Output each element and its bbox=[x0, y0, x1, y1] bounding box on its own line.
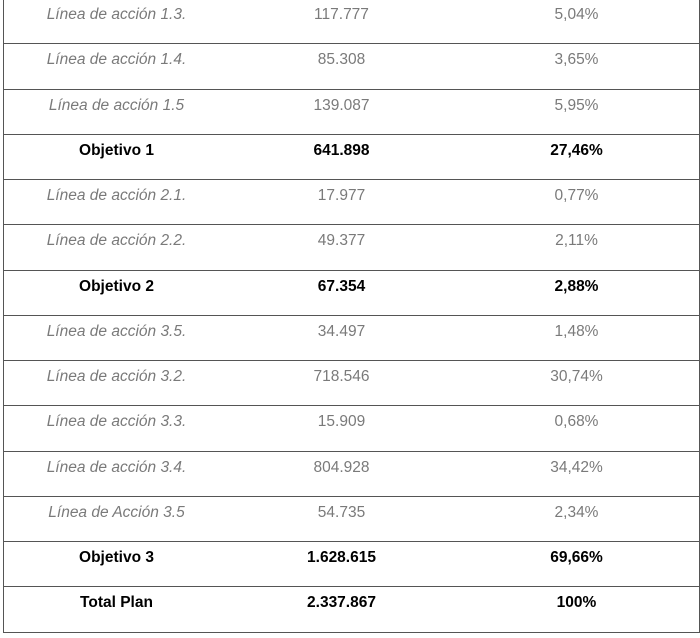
row-label: Línea de acción 3.5. bbox=[46, 322, 187, 340]
row-label: Línea de acción 3.2. bbox=[46, 368, 187, 385]
row-label: Objetivo 1 bbox=[79, 141, 154, 159]
row-amount: 804.928 bbox=[313, 458, 370, 476]
row-percent: 100% bbox=[556, 594, 597, 612]
row-percent: 1,48% bbox=[554, 322, 599, 340]
row-percent: 0,68% bbox=[554, 413, 599, 431]
row-label: Línea de acción 2.2. bbox=[46, 232, 187, 250]
row-label: Línea de acción 1.3. bbox=[46, 6, 187, 23]
table-row bbox=[4, 361, 699, 406]
table-row bbox=[4, 44, 699, 89]
row-label: Objetivo 2 bbox=[79, 277, 154, 295]
row-percent: 2,34% bbox=[554, 503, 599, 521]
row-label: Línea de acción 1.4. bbox=[46, 51, 187, 69]
table-row bbox=[4, 0, 699, 44]
table-row bbox=[4, 406, 699, 451]
row-amount: 15.909 bbox=[317, 413, 366, 431]
row-amount: 49.377 bbox=[317, 232, 366, 250]
row-label: Línea de acción 3.3. bbox=[46, 413, 187, 431]
row-amount: 1.628.615 bbox=[307, 549, 376, 566]
table-row bbox=[4, 316, 699, 361]
row-label: Línea de acción 3.4. bbox=[46, 458, 187, 476]
row-percent: 5,04% bbox=[554, 6, 599, 23]
row-percent: 30,74% bbox=[550, 368, 603, 385]
row-amount: 2.337.867 bbox=[307, 594, 376, 612]
row-percent: 34,42% bbox=[550, 458, 603, 476]
row-amount: 718.546 bbox=[313, 368, 370, 385]
row-amount: 117.777 bbox=[314, 6, 369, 23]
row-amount: 85.308 bbox=[317, 51, 366, 69]
row-amount: 641.898 bbox=[313, 141, 370, 159]
row-percent: 2,11% bbox=[555, 232, 598, 250]
table-row bbox=[4, 90, 699, 135]
table-row bbox=[4, 225, 699, 270]
row-amount: 17.977 bbox=[317, 187, 366, 204]
objective-row bbox=[4, 271, 699, 316]
row-label: Línea de Acción 3.5 bbox=[48, 503, 185, 521]
table-row bbox=[4, 497, 699, 542]
row-label: Total Plan bbox=[80, 594, 153, 612]
budget-table bbox=[3, 0, 700, 633]
objective-row bbox=[4, 542, 699, 587]
row-percent: 3,65% bbox=[554, 51, 599, 69]
row-amount: 139.087 bbox=[313, 96, 370, 114]
row-percent: 27,46% bbox=[550, 141, 603, 159]
row-label: Línea de acción 1.5 bbox=[48, 96, 185, 114]
row-percent: 5,95% bbox=[554, 96, 599, 114]
row-label: Línea de acción 2.1. bbox=[46, 187, 187, 204]
objective-row bbox=[4, 135, 699, 180]
row-amount: 67.354 bbox=[317, 277, 366, 295]
table-row bbox=[4, 180, 699, 225]
row-label: Objetivo 3 bbox=[79, 549, 154, 566]
row-percent: 2,88% bbox=[554, 277, 599, 295]
table-row bbox=[4, 452, 699, 497]
total-row bbox=[4, 587, 699, 632]
row-percent: 0,77% bbox=[554, 187, 599, 204]
row-amount: 34.497 bbox=[317, 322, 366, 340]
row-percent: 69,66% bbox=[550, 549, 603, 566]
row-amount: 54.735 bbox=[317, 503, 366, 521]
